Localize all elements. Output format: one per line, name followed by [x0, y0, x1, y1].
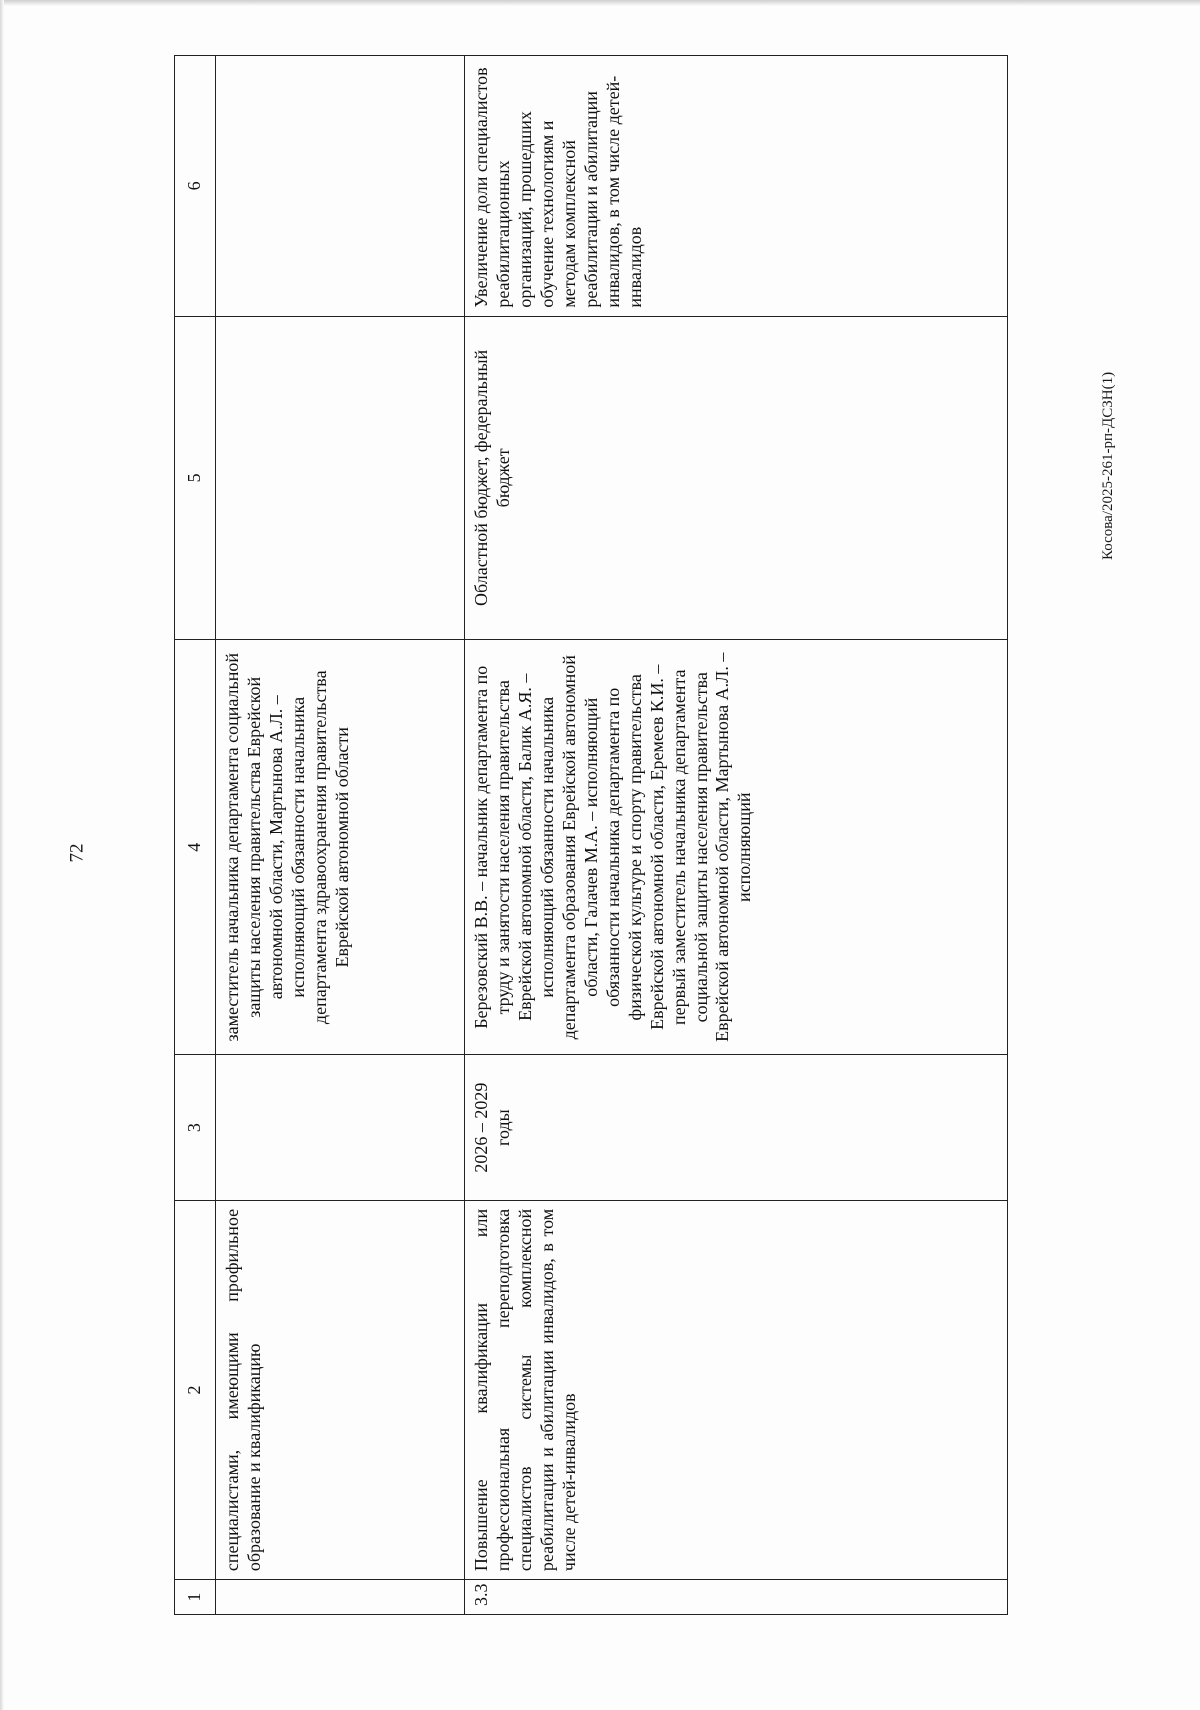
- row-number: 3.3: [465, 1580, 1008, 1615]
- page-number: 72: [66, 843, 88, 863]
- table-row: [216, 56, 465, 1615]
- document-code: Косова/2025-261-рп-ДСЗН(1): [1100, 371, 1116, 560]
- measure-cell: Повышение квалификации или профессиональная переподготовка специалистов системы комплексной реабилитации и абилитации инвалидов, в том числе детей-инвалидов: [465, 1200, 1008, 1579]
- executors-cell: заместитель начальника департамента социальной защиты населения правительства Еврейской автономной области, Мартынова А.Л. – исполняющий обязанности начальника департамента здравоохранения правительства Еврейской автономной области: [216, 640, 465, 1055]
- row-number: [216, 1580, 465, 1615]
- executors-cell: Березовский В.В. – начальник департамента по труду и занятости населения правительства Еврейской автономной области, Балик А.Я. – исполняющий обязанности начальника департамента образования Еврейской автономной области, Галачев М.А. – исполняющий обязанности начальника департамента по физической культуре и спорту правительства Еврейской автономной области, Еремеев К.И. – первый заместитель начальника департамента социальной защиты населения правительства Еврейской автономной области, Мартынова А.Л. – исполняющий: [465, 640, 1008, 1055]
- result-cell: Увеличение доли специалистов реабилитационных организаций, прошедших обучение технологиям и методам комплексной реабилитации и абилитации инвалидов, в том числе детей-инвалидов: [465, 56, 1008, 317]
- table-row: [465, 56, 1008, 1615]
- header-col-6: 6: [175, 56, 216, 317]
- table-header-row: [175, 56, 216, 1615]
- period-cell: [216, 1055, 465, 1200]
- header-col-2: 2: [175, 1200, 216, 1579]
- funding-source-cell: [216, 316, 465, 639]
- scan-edge-left: [0, 0, 4, 1710]
- rotated-table-container: [174, 55, 982, 1615]
- measure-cell: специалистами, имеющими профильное образование и квалификацию: [216, 1200, 465, 1579]
- scan-edge-top: [0, 0, 1200, 6]
- result-cell: [216, 56, 465, 317]
- funding-source-cell: Областной бюджет, федеральный бюджет: [465, 316, 1008, 639]
- header-col-3: 3: [175, 1055, 216, 1200]
- header-col-5: 5: [175, 316, 216, 639]
- measures-table: [174, 55, 1008, 1615]
- header-col-1: 1: [175, 1580, 216, 1615]
- header-col-4: 4: [175, 640, 216, 1055]
- period-cell: 2026 – 2029 годы: [465, 1055, 1008, 1200]
